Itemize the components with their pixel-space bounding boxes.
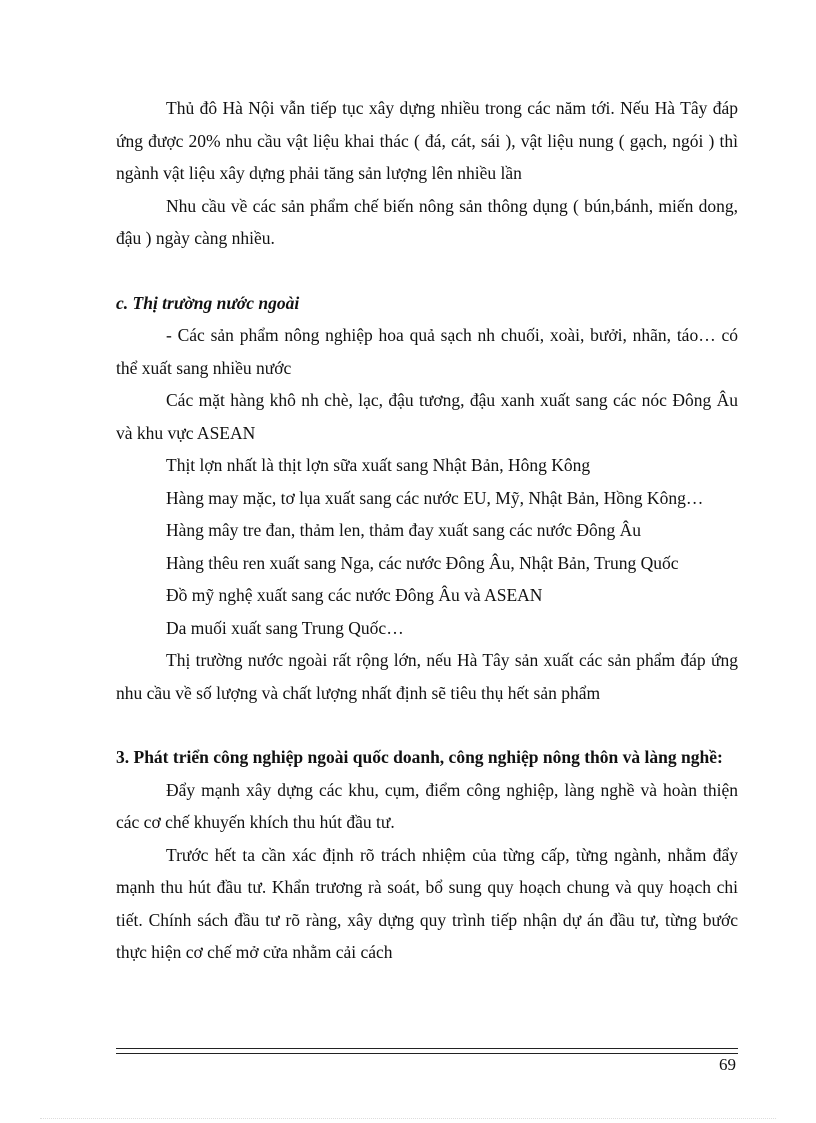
page-number: 69 [719, 1055, 736, 1074]
page-edge-divider [40, 1118, 776, 1119]
paragraph: Hàng mây tre đan, thảm len, thảm đay xuất sang các nước Đông Âu [166, 520, 642, 540]
paragraph: Da muối xuất sang Trung Quốc… [166, 617, 404, 638]
paragraph: Trước hết ta cần xác định rõ trách nhiệm của từng cấp, từng ngành, nhằm đẩy mạnh thu hút đầu tư. Khẩn trương rà soát, bổ sung quy hoạch chung và quy hoạch chi tiết. Chính sách đầu tư rõ ràng, xây dựng quy trình tiếp nhận dự án đầu tư, từng bước thực hiện cơ chế mở cửa nhằm cải cách [116, 844, 738, 962]
paragraph: Nhu cầu về các sản phẩm chế biến nông sản thông dụng ( bún,bánh, miến dong, đậu ) ngày càng nhiều. [116, 195, 738, 248]
spacer [116, 255, 738, 287]
paragraph: Thịt lợn nhất là thịt lợn sữa xuất sang Nhật Bản, Hông Kông [166, 455, 591, 475]
paragraph: Thủ đô Hà Nội vẫn tiếp tục xây dựng nhiều trong các năm tới. Nếu Hà Tây đáp ứng được 20% nhu cầu vật liệu khai thác ( đá, cát, sái ), vật liệu nung ( gạch, ngói ) thì ngành vật liệu xây dựng phải tăng sản lượng lên nhiều lần [116, 98, 738, 183]
paragraph: Thị trường nước ngoài rất rộng lớn, nếu Hà Tây sản xuất các sản phẩm đáp ứng nhu cầu về số lượng và chất lượng nhất định sẽ tiêu thụ hết sản phẩm [116, 650, 738, 703]
section-heading-industry-development: 3. Phát triển công nghiệp ngoài quốc doanh, công nghiệp nông thôn và làng nghề: [116, 747, 723, 767]
paragraph: Hàng thêu ren xuất sang Nga, các nước Đông Âu, Nhật Bản, Trung Quốc [166, 552, 679, 573]
spacer [116, 709, 738, 741]
section-heading-foreign-market: c. Thị trường nước ngoài [116, 292, 300, 313]
paragraph: Các mặt hàng khô nh chè, lạc, đậu tương, đậu xanh xuất sang các nóc Đông Âu và khu vực ASEAN [116, 390, 738, 443]
document-page [116, 92, 738, 969]
paragraph: - Các sản phẩm nông nghiệp hoa quả sạch nh chuối, xoài, bưởi, nhãn, táo… có thể xuất sang nhiều nước [116, 325, 738, 378]
paragraph: Đồ mỹ nghệ xuất sang các nước Đông Âu và ASEAN [166, 585, 543, 605]
paragraph: Đẩy mạnh xây dựng các khu, cụm, điểm công nghiệp, làng nghề và hoàn thiện các cơ chế khuyến khích thu hút đầu tư. [116, 779, 738, 832]
footer-divider [116, 1048, 738, 1054]
paragraph: Hàng may mặc, tơ lụa xuất sang các nước EU, Mỹ, Nhật Bản, Hồng Kông… [166, 487, 704, 508]
